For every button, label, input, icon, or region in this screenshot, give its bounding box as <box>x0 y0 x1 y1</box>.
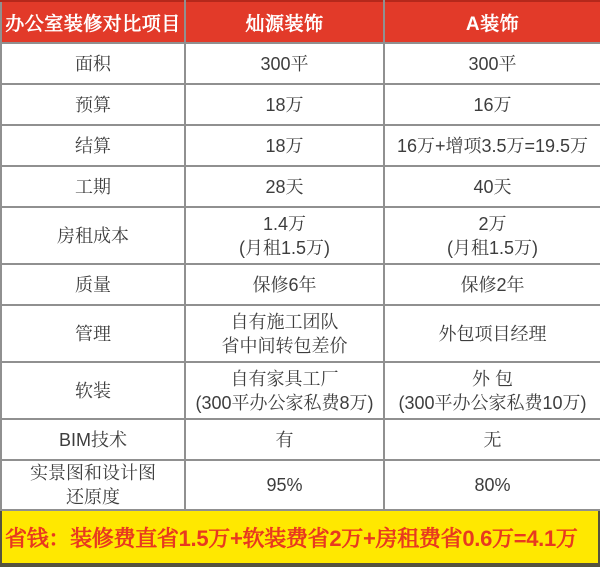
row-label-cell <box>1 264 185 305</box>
row-label-cell <box>1 166 185 207</box>
canyuan-cell <box>185 125 384 166</box>
a-company-cell <box>384 84 600 125</box>
cell-line: 80% <box>474 475 511 495</box>
table-row <box>1 43 600 84</box>
canyuan-cell <box>185 460 384 510</box>
row-label-cell <box>1 419 185 460</box>
cell-line: 40天 <box>473 176 512 197</box>
table-row <box>1 84 600 125</box>
cell-line: (300平办公家私费8万) <box>195 392 374 413</box>
table-row <box>1 166 600 207</box>
canyuan-cell <box>185 84 384 125</box>
table-row <box>1 362 600 419</box>
a-company-cell <box>384 419 600 460</box>
cell-line: 1.4万 <box>262 213 307 234</box>
cell-line: 预算 <box>75 94 111 115</box>
cell-line: 省中间转包差价 <box>221 335 348 356</box>
cell-line: 无 <box>483 429 502 450</box>
cell-line: 自有家具工厂 <box>230 368 339 389</box>
cell-line: 软装 <box>75 380 111 401</box>
cell-line: 外包项目经理 <box>438 323 547 344</box>
cell-line: 结算 <box>75 135 111 156</box>
a-company-cell <box>384 264 600 305</box>
cell-line: 有 <box>275 429 294 450</box>
canyuan-cell <box>185 264 384 305</box>
table-row <box>1 460 600 510</box>
cell-line: 自有施工团队 <box>230 311 339 332</box>
cell-line: (月租1.5万) <box>238 237 330 258</box>
cell-line: 面积 <box>75 53 111 74</box>
table-row <box>1 207 600 264</box>
savings-banner: 省钱：装修费直省1.5万+软装费省2万+房租费省0.6万=4.1万 <box>0 511 600 567</box>
row-label-cell <box>1 84 185 125</box>
a-company-cell <box>384 207 600 264</box>
a-company-cell <box>384 305 600 362</box>
cell-line: BIM技术 <box>58 429 127 450</box>
cell-line: (300平办公家私费10万) <box>398 392 587 413</box>
table-body <box>1 43 600 510</box>
cell-line: 95% <box>266 475 303 495</box>
cell-line: 还原度 <box>66 487 120 507</box>
table-row <box>1 264 600 305</box>
canyuan-cell <box>185 305 384 362</box>
header-cell-projects: 办公室装修对比项目 <box>1 1 185 43</box>
cell-line: 质量 <box>75 274 111 295</box>
canyuan-cell <box>185 166 384 207</box>
table-row <box>1 305 600 362</box>
cell-line: 实景图和设计图 <box>30 463 156 483</box>
canyuan-cell <box>185 207 384 264</box>
row-label-cell <box>1 125 185 166</box>
header-cell-a-company: A装饰 <box>384 1 600 43</box>
canyuan-cell <box>185 43 384 84</box>
cell-line: (月租1.5万) <box>446 237 538 258</box>
cell-line: 18万 <box>265 135 304 156</box>
a-company-cell <box>384 362 600 419</box>
row-label-cell <box>1 362 185 419</box>
row-label-cell <box>1 460 185 510</box>
cell-line: 16万+增项3.5万=19.5万 <box>396 135 589 156</box>
a-company-cell <box>384 460 600 510</box>
cell-line: 保修6年 <box>252 274 317 295</box>
cell-line: 28天 <box>265 176 304 197</box>
a-company-cell <box>384 125 600 166</box>
cell-line: 外 包 <box>471 368 513 389</box>
cell-line: 管理 <box>75 323 111 344</box>
canyuan-cell <box>185 419 384 460</box>
cell-line: 16万 <box>473 94 512 115</box>
cell-line: 18万 <box>265 94 304 115</box>
cell-line: 房租成本 <box>57 225 129 246</box>
cell-line: 工期 <box>75 176 111 197</box>
cell-line: 2万 <box>478 213 507 234</box>
a-company-cell <box>384 166 600 207</box>
a-company-cell <box>384 43 600 84</box>
header-cell-canyuan: 灿源装饰 <box>185 1 384 43</box>
cell-line: 保修2年 <box>460 274 525 295</box>
row-label-cell <box>1 305 185 362</box>
table-row <box>1 125 600 166</box>
cell-line: 300平 <box>468 53 517 74</box>
cell-line: 300平 <box>260 53 309 74</box>
table-row <box>1 419 600 460</box>
row-label-cell <box>1 43 185 84</box>
header-row <box>1 1 600 43</box>
row-label-cell <box>1 207 185 264</box>
canyuan-cell <box>185 362 384 419</box>
